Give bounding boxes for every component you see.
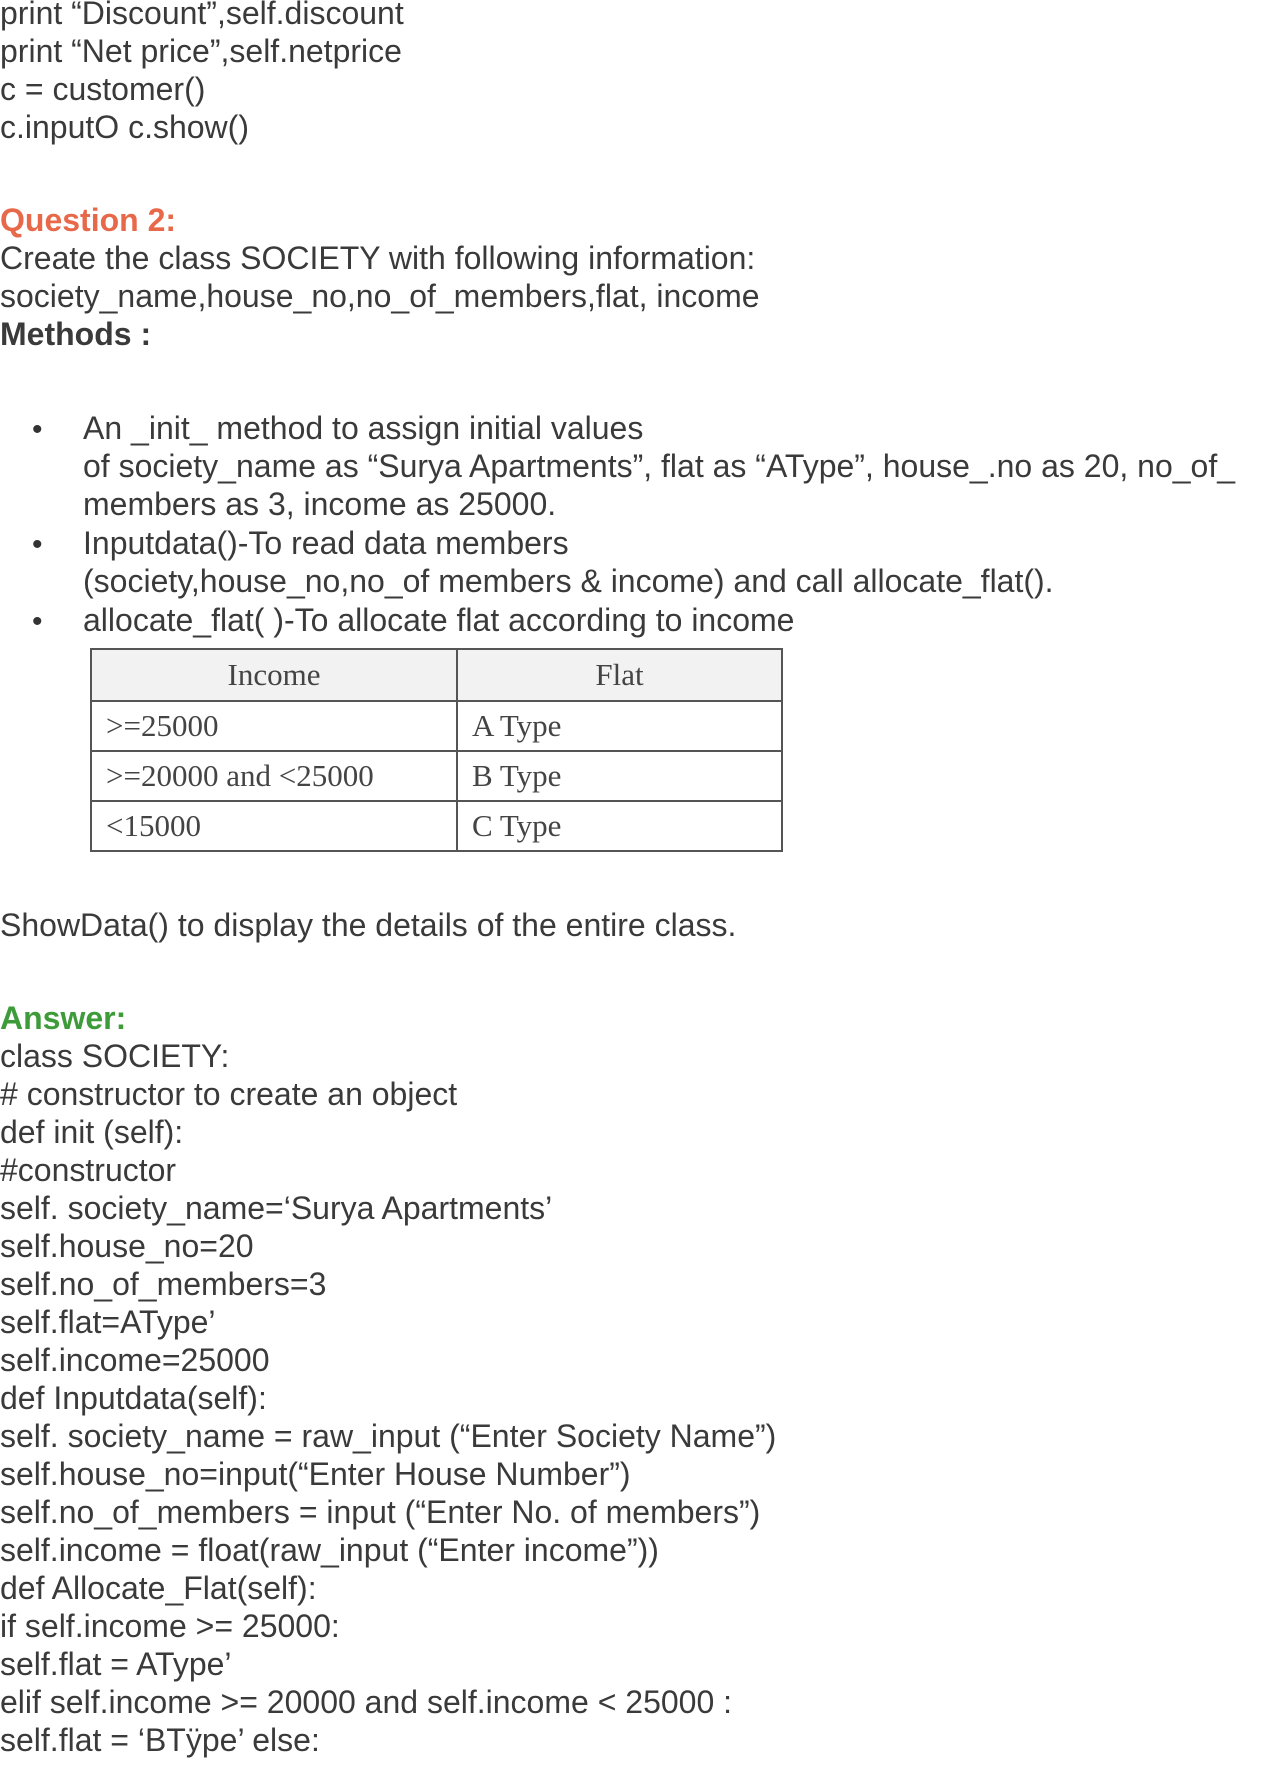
showdata-text: ShowData() to display the details of the entire class. (0, 907, 737, 943)
code-line: #constructor (0, 1152, 177, 1188)
code-line: self.income=25000 (0, 1342, 270, 1378)
table-header-income: Income (91, 649, 457, 701)
code-line: self.no_of_members = input (“Enter No. of members”) (0, 1494, 761, 1530)
table-header-flat: Flat (457, 649, 782, 701)
code-line: self.flat=AType’ (0, 1304, 216, 1340)
list-item: Inputdata()-To read data members (83, 525, 569, 561)
table-row (91, 801, 782, 851)
code-line: def Allocate_Flat(self): (0, 1570, 317, 1606)
table-cell-income: >=25000 (91, 701, 457, 751)
code-line: self.house_no=20 (0, 1228, 254, 1264)
code-line: def init (self): (0, 1114, 184, 1150)
table-row (91, 751, 782, 801)
table-cell-income: <15000 (91, 801, 457, 851)
code-line: c.inputO c.show() (0, 109, 249, 145)
table-cell-flat: C Type (457, 801, 782, 851)
code-line: class SOCIETY: (0, 1038, 230, 1074)
code-line: print “Net price”,self.netprice (0, 33, 402, 69)
code-line: self.income = float(raw_input (“Enter income”)) (0, 1532, 659, 1568)
question-text: Create the class SOCIETY with following information: (0, 240, 756, 276)
code-line: # constructor to create an object (0, 1076, 458, 1112)
bullet-icon: • (32, 528, 43, 561)
code-line: self.no_of_members=3 (0, 1266, 327, 1302)
question-heading: Question 2: (0, 202, 177, 238)
code-line: if self.income >= 25000: (0, 1608, 340, 1644)
list-item: (society,house_no,no_of members & income) and call allocate_flat(). (83, 563, 1054, 599)
list-item: of society_name as “Surya Apartments”, flat as “AType”, house_.no as 20, no_of_ (83, 448, 1236, 484)
code-line: c = customer() (0, 71, 206, 107)
table-cell-income: >=20000 and <25000 (91, 751, 457, 801)
code-line: self.flat = AType’ (0, 1646, 232, 1682)
code-line: print “Discount”,self.discount (0, 0, 404, 31)
code-line: self. society_name=‘Surya Apartments’ (0, 1190, 553, 1226)
list-item: allocate_flat( )-To allocate flat according to income (83, 602, 795, 638)
code-line: elif self.income >= 20000 and self.income < 25000 : (0, 1684, 733, 1720)
code-line: self. society_name = raw_input (“Enter Society Name”) (0, 1418, 777, 1454)
methods-label: Methods : (0, 316, 152, 352)
list-item: An _init_ method to assign initial values (83, 410, 644, 446)
bullet-icon: • (32, 605, 43, 638)
table-cell-flat: A Type (457, 701, 782, 751)
table-header-row (91, 649, 782, 701)
table-row (91, 701, 782, 751)
code-line: self.house_no=input(“Enter House Number”) (0, 1456, 631, 1492)
bullet-icon: • (32, 413, 43, 446)
list-item: members as 3, income as 25000. (83, 486, 557, 522)
question-attributes: society_name,house_no,no_of_members,flat, income (0, 278, 760, 314)
answer-heading: Answer: (0, 1000, 127, 1036)
table-cell-flat: B Type (457, 751, 782, 801)
code-line: def Inputdata(self): (0, 1380, 267, 1416)
flat-allocation-table (90, 648, 783, 852)
code-line: self.flat = ‘BTÿpe’ else: (0, 1722, 320, 1758)
